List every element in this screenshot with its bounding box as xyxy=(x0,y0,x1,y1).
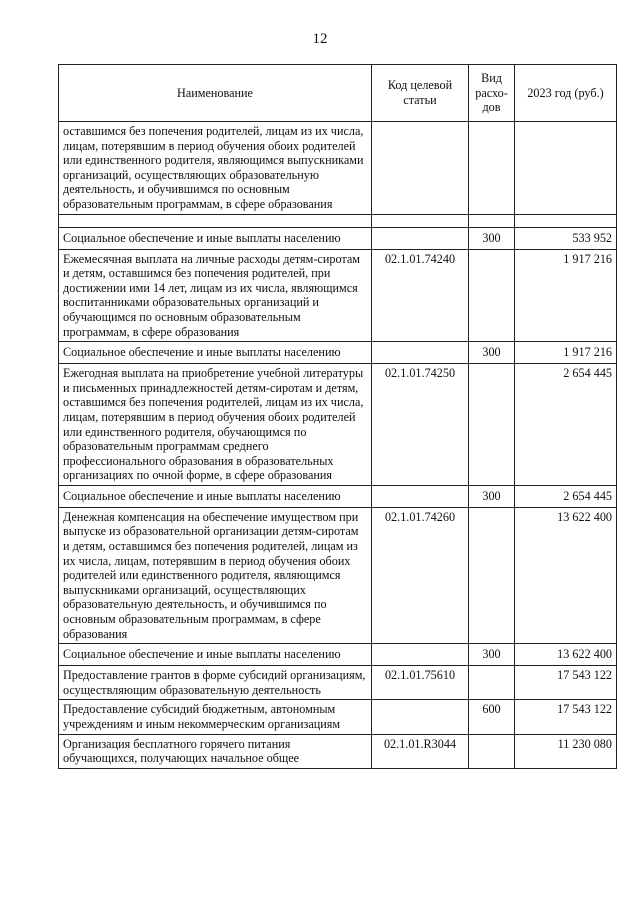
table-header-row xyxy=(59,65,617,122)
row-code xyxy=(372,342,469,364)
row-type: 300 xyxy=(469,644,515,666)
row-code: 02.1.01.R3044 xyxy=(372,734,469,768)
row-type xyxy=(469,122,515,215)
table-row xyxy=(59,342,617,364)
budget-table xyxy=(58,64,617,769)
row-code xyxy=(372,485,469,507)
row-name: Ежегодная выплата на приобретение учебной литературы и письменных принадлежностей детям-сиротам и детям, оставшимся без попечения родителей, лицам из их числа, лицам, потерявшим в период обучения обоих родителей или единственного родителя, обучающимся по образовательным программам среднего профессионального образования в образовательных организациях по очной форме, в сфере образования xyxy=(59,364,372,486)
table-row xyxy=(59,666,617,700)
table-row xyxy=(59,227,617,249)
row-amount: 2 654 445 xyxy=(515,364,617,486)
row-name: Социальное обеспечение и иные выплаты населению xyxy=(59,227,372,249)
row-name: Социальное обеспечение и иные выплаты населению xyxy=(59,342,372,364)
row-type: 300 xyxy=(469,227,515,249)
row-name: оставшимся без попечения родителей, лицам из их числа, лицам, потерявшим в период обучения обоих родителей или единственного родителя, являющимся выпускниками организаций, осуществляющих образовательную деятельность, и обучившимся по основным образовательным программам, в сфере образования xyxy=(59,122,372,215)
row-code xyxy=(372,227,469,249)
row-code: 02.1.01.74250 xyxy=(372,364,469,486)
table-row xyxy=(59,364,617,486)
row-type: 300 xyxy=(469,342,515,364)
table-row xyxy=(59,122,617,215)
row-amount: 1 917 216 xyxy=(515,342,617,364)
row-type xyxy=(469,734,515,768)
row-code: 02.1.01.74260 xyxy=(372,507,469,643)
row-amount: 13 622 400 xyxy=(515,644,617,666)
row-type: 300 xyxy=(469,485,515,507)
row-name: Социальное обеспечение и иные выплаты населению xyxy=(59,644,372,666)
header-code: Код целевой статьи xyxy=(372,65,469,122)
table-row xyxy=(59,249,617,342)
row-type xyxy=(469,364,515,486)
row-type xyxy=(469,666,515,700)
row-code xyxy=(372,122,469,215)
table-row xyxy=(59,700,617,734)
row-name: Организация бесплатного горячего питания обучающихся, получающих начальное общее xyxy=(59,734,372,768)
table-row xyxy=(59,644,617,666)
row-amount: 2 654 445 xyxy=(515,485,617,507)
row-amount: 17 543 122 xyxy=(515,666,617,700)
row-name: Предоставление грантов в форме субсидий организациям, осуществляющим образовательную деятельность xyxy=(59,666,372,700)
row-amount: 17 543 122 xyxy=(515,700,617,734)
table-row xyxy=(59,485,617,507)
row-spacer xyxy=(59,214,617,227)
row-name: Предоставление субсидий бюджетным, автономным учреждениям и иным некоммерческим организациям xyxy=(59,700,372,734)
row-code: 02.1.01.74240 xyxy=(372,249,469,342)
row-name: Денежная компенсация на обеспечение имуществом при выпуске из образовательной организации детям-сиротам и детям, оставшимся без попечения родителей, лицам из их числа, лицам, потерявшим в период обучения обоих родителей или единственного родителя, являющимся выпускниками организаций, осуществляющих образовательную деятельность, и обучившимся по основным образовательным программам, в сфере образования xyxy=(59,507,372,643)
row-code xyxy=(372,644,469,666)
page-number: 12 xyxy=(312,31,328,47)
row-code: 02.1.01.75610 xyxy=(372,666,469,700)
row-type xyxy=(469,249,515,342)
row-code xyxy=(372,700,469,734)
row-type: 600 xyxy=(469,700,515,734)
table-row xyxy=(59,507,617,643)
row-amount: 1 917 216 xyxy=(515,249,617,342)
row-amount: 533 952 xyxy=(515,227,617,249)
row-name: Ежемесячная выплата на личные расходы детям-сиротам и детям, оставшимся без попечения родителей, при достижении ими 14 лет, лицам из их числа, являющимся воспитанниками образовательных организаций и обучающимся по основным образовательным программам, в сфере образования xyxy=(59,249,372,342)
row-amount xyxy=(515,122,617,215)
header-amount: 2023 год (руб.) xyxy=(515,65,617,122)
row-type xyxy=(469,507,515,643)
row-name: Социальное обеспечение и иные выплаты населению xyxy=(59,485,372,507)
row-amount: 11 230 080 xyxy=(515,734,617,768)
header-type: Вид расхо-дов xyxy=(469,65,515,122)
header-name: Наименование xyxy=(59,65,372,122)
row-amount: 13 622 400 xyxy=(515,507,617,643)
table-row xyxy=(59,734,617,768)
